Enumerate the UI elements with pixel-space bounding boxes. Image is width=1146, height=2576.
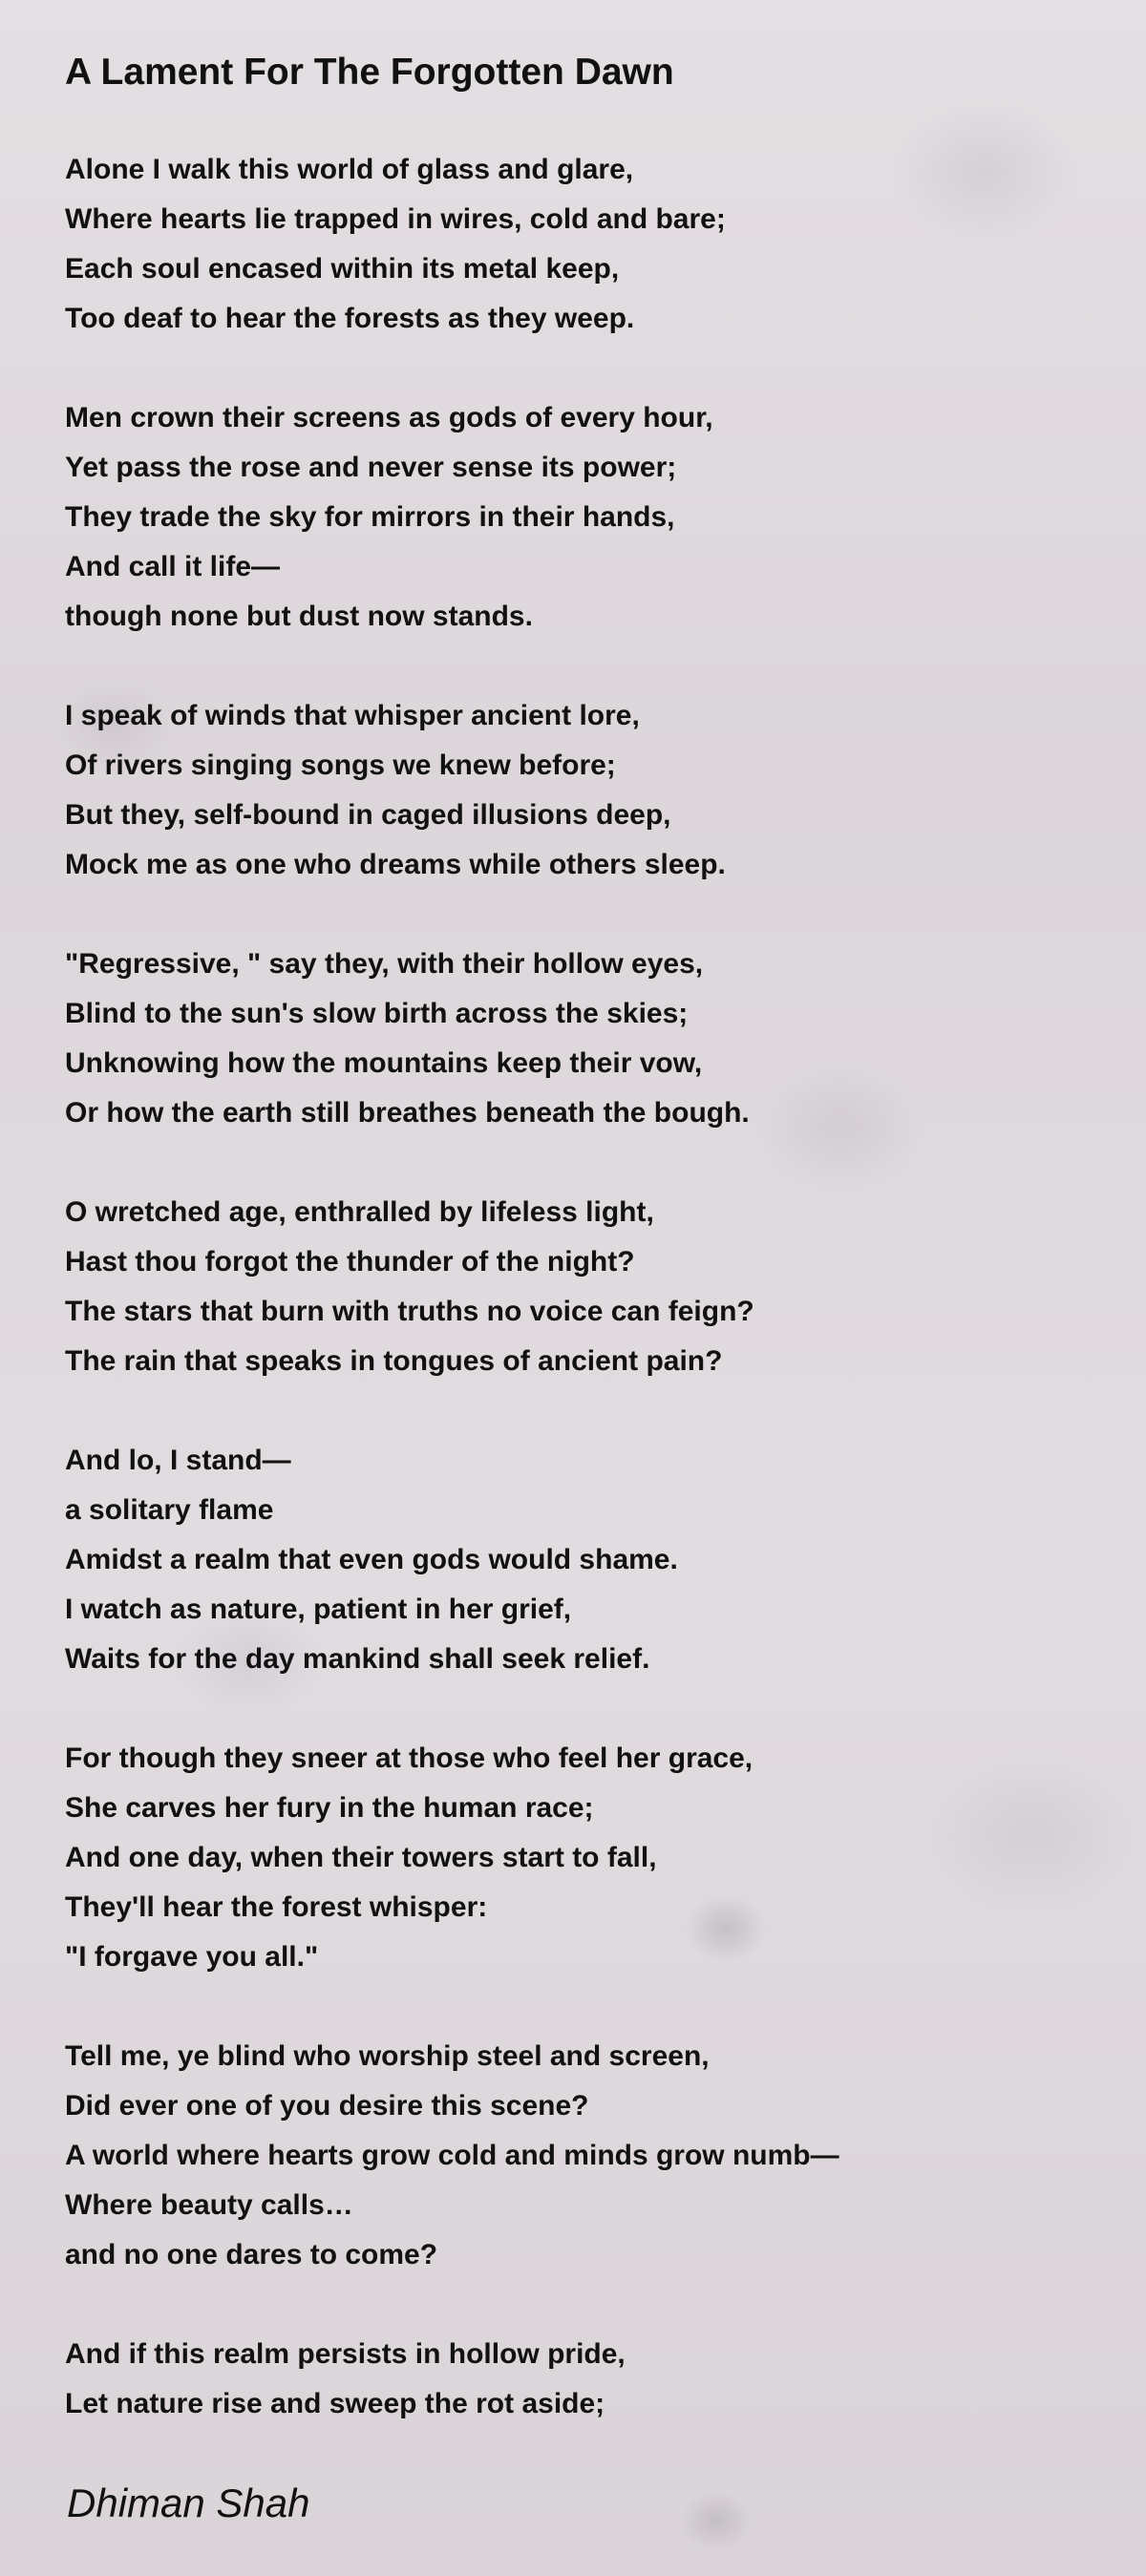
- poem-line: Unknowing how the mountains keep their vow,: [65, 1047, 703, 1079]
- stanza: [65, 2032, 1115, 2280]
- poem-line: Tell me, ye blind who worship steel and screen,: [65, 2040, 710, 2072]
- poem-line: But they, self-bound in caged illusions deep,: [65, 799, 671, 831]
- poem-line: Where beauty calls…: [65, 2189, 353, 2221]
- poem-line: Too deaf to hear the forests as they weep.: [65, 303, 635, 334]
- stanza: [65, 691, 1115, 890]
- poem-line: I speak of winds that whisper ancient lore,: [65, 700, 640, 731]
- poem-line: and no one dares to come?: [65, 2239, 438, 2270]
- poem-line: Men crown their screens as gods of every hour,: [65, 402, 713, 433]
- stanza: [65, 940, 1115, 1138]
- poem-line: And one day, when their towers start to fall,: [65, 1842, 657, 1873]
- poem-title: A Lament For The Forgotten Dawn: [65, 52, 674, 93]
- poem-body: [65, 145, 1115, 2479]
- stanza: [65, 1734, 1115, 1982]
- poem-line: Where hearts lie trapped in wires, cold and bare;: [65, 203, 726, 235]
- poem-line: Each soul encased within its metal keep,: [65, 253, 620, 285]
- stanza: [65, 145, 1115, 344]
- poem-line: Amidst a realm that even gods would shame.: [65, 1544, 678, 1575]
- stanza: [65, 393, 1115, 642]
- poem-line: They trade the sky for mirrors in their hands,: [65, 501, 675, 533]
- poem-line: Hast thou forgot the thunder of the night?: [65, 1246, 635, 1277]
- poem-line: For though they sneer at those who feel her grace,: [65, 1742, 753, 1774]
- poem-line: Blind to the sun's slow birth across the skies;: [65, 998, 689, 1029]
- poem-line: Waits for the day mankind shall seek relief.: [65, 1643, 650, 1675]
- poem-line: Did ever one of you desire this scene?: [65, 2090, 589, 2122]
- poem-line: Of rivers singing songs we knew before;: [65, 750, 616, 781]
- poem-line: "I forgave you all.": [65, 1941, 319, 1973]
- poem-line: And call it life—: [65, 551, 281, 582]
- poem-line: They'll hear the forest whisper:: [65, 1891, 488, 1923]
- poem-line: though none but dust now stands.: [65, 601, 533, 632]
- poem-line: The rain that speaks in tongues of ancient pain?: [65, 1345, 723, 1377]
- poem-line: She carves her fury in the human race;: [65, 1792, 594, 1824]
- poem-line: Let nature rise and sweep the rot aside;: [65, 2388, 605, 2419]
- poem-line: I watch as nature, patient in her grief,: [65, 1594, 572, 1625]
- poem-line: And if this realm persists in hollow pride,: [65, 2338, 626, 2370]
- poem-line: Or how the earth still breathes beneath the bough.: [65, 1097, 750, 1129]
- poem-author: Dhiman Shah: [67, 2481, 310, 2525]
- poem-line: O wretched age, enthralled by lifeless light,: [65, 1196, 654, 1228]
- stanza: [65, 1188, 1115, 1386]
- poem-line: Alone I walk this world of glass and glare,: [65, 154, 634, 185]
- stanza: [65, 2330, 1115, 2429]
- stanza: [65, 1436, 1115, 1684]
- poem-line: Yet pass the rose and never sense its power;: [65, 452, 677, 483]
- poem-line: And lo, I stand—: [65, 1445, 291, 1476]
- poem-line: a solitary flame: [65, 1494, 274, 1526]
- poem-line: A world where hearts grow cold and minds grow numb—: [65, 2140, 839, 2171]
- poem-line: The stars that burn with truths no voice can feign?: [65, 1296, 754, 1327]
- poem-line: Mock me as one who dreams while others sleep.: [65, 849, 726, 880]
- poem-line: "Regressive, " say they, with their hollow eyes,: [65, 948, 704, 980]
